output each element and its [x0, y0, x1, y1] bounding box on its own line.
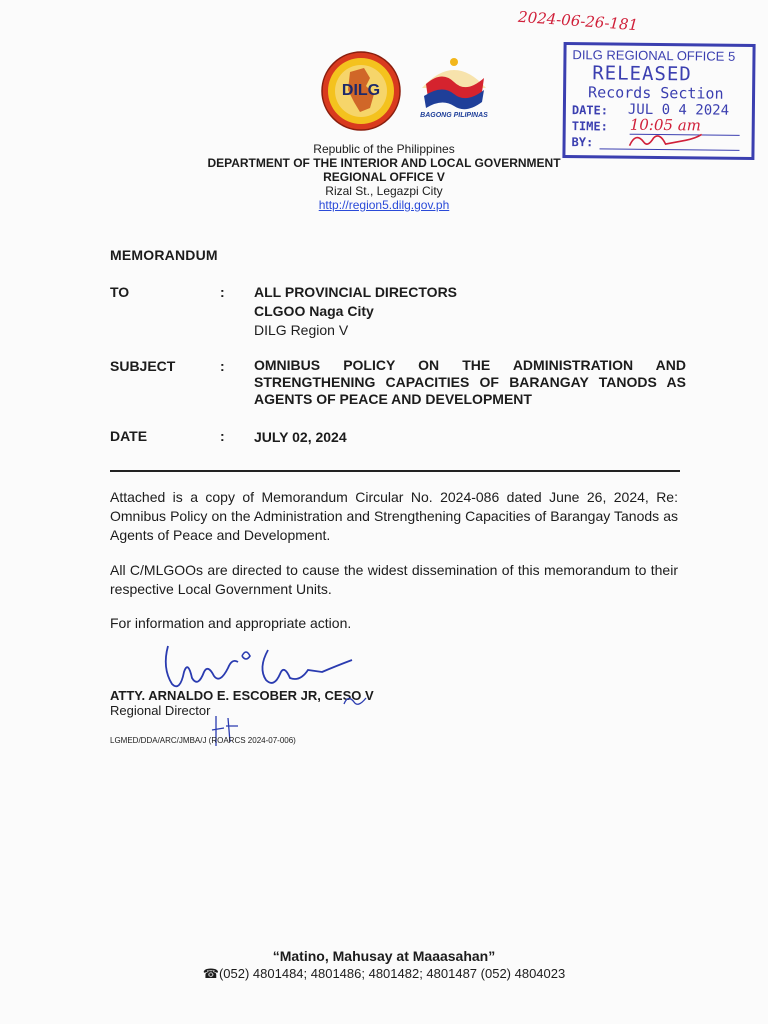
- ref-initials-mark: [208, 712, 242, 752]
- stamp-time-label: TIME:: [571, 119, 608, 134]
- signatory-name: ATTY. ARNALDO E. ESCOBER JR, CESO V: [110, 688, 374, 703]
- department-name: DEPARTMENT OF THE INTERIOR AND LOCAL GOVERNMENT: [207, 156, 561, 170]
- signatory-title: Regional Director: [110, 703, 211, 718]
- stamp-released: RELEASED: [592, 62, 692, 86]
- body-paragraph-1: Attached is a copy of Memorandum Circular No. 2024-086 dated June 26, 2024, Re: Omnibus Policy on the Administration and Strengthening Capacities of Barangay Tanods as Agents of Peace and Development.: [110, 489, 678, 543]
- body-paragraph-2: All C/MLGOOs are directed to cause the widest dissemination of this memorandum to their respective Local Government Units.: [110, 562, 678, 597]
- initials-mark: [340, 690, 370, 710]
- phone-icon: ☎: [202, 966, 219, 981]
- stamp-date-label: DATE:: [571, 103, 609, 118]
- to-line-1: ALL PROVINCIAL DIRECTORS: [254, 284, 458, 300]
- memo-title: MEMORANDUM: [110, 247, 218, 263]
- subject-text: OMNIBUS POLICY ON THE ADMINISTRATION AND STRENGTHENING CAPACITIES OF BARANGAY TANODS AS AGENTS OF PEACE AND DEVELOPMENT: [254, 357, 686, 407]
- dilg-logo: [320, 50, 402, 132]
- office-address: Rizal St., Legazpi City: [325, 184, 443, 198]
- footer-contact: [0, 966, 768, 982]
- stamp-by-label: BY:: [571, 135, 594, 150]
- website-link-row: [0, 198, 768, 212]
- to-line-3: DILG Region V: [254, 322, 349, 338]
- bagong-pilipinas-logo: [412, 48, 496, 122]
- republic-line: Republic of the Philippines: [313, 142, 455, 156]
- header-divider: [110, 470, 680, 472]
- website-link[interactable]: http://region5.dilg.gov.ph: [318, 198, 450, 212]
- subject-label: SUBJECT: [110, 358, 176, 374]
- footer-motto: “Matino, Mahusay at Maaasahan”: [272, 948, 496, 964]
- dilg-logo-text: DILG: [341, 82, 381, 99]
- to-colon: :: [220, 284, 225, 300]
- reference-code: LGMED/DDA/ARC/JMBA/J (ROARCS 2024-07-006): [110, 736, 296, 745]
- stamp-section: Records Section: [587, 83, 724, 103]
- date-label: DATE: [110, 428, 148, 444]
- stamp-date-value: JUL 0 4 2024: [627, 101, 730, 119]
- to-label: TO: [110, 284, 130, 300]
- stamp-time-value: 10:05 am: [630, 116, 740, 136]
- stamp-office: DILG REGIONAL OFFICE 5: [572, 47, 736, 64]
- to-line-2: CLGOO Naga City: [254, 303, 374, 319]
- footer-phone-numbers: (052) 4801484; 4801486; 4801482; 4801487 (052) 4804023: [218, 966, 566, 981]
- date-colon: :: [220, 428, 225, 444]
- regional-office: REGIONAL OFFICE V: [323, 170, 445, 184]
- subject-colon: :: [220, 358, 225, 374]
- body-paragraph-3: For information and appropriate action.: [110, 615, 352, 631]
- date-value: JULY 02, 2024: [254, 429, 347, 445]
- bagong-pilipinas-caption: BAGONG PILIPINAS: [420, 112, 488, 119]
- handwritten-reference: 2024-06-26-181: [517, 7, 639, 35]
